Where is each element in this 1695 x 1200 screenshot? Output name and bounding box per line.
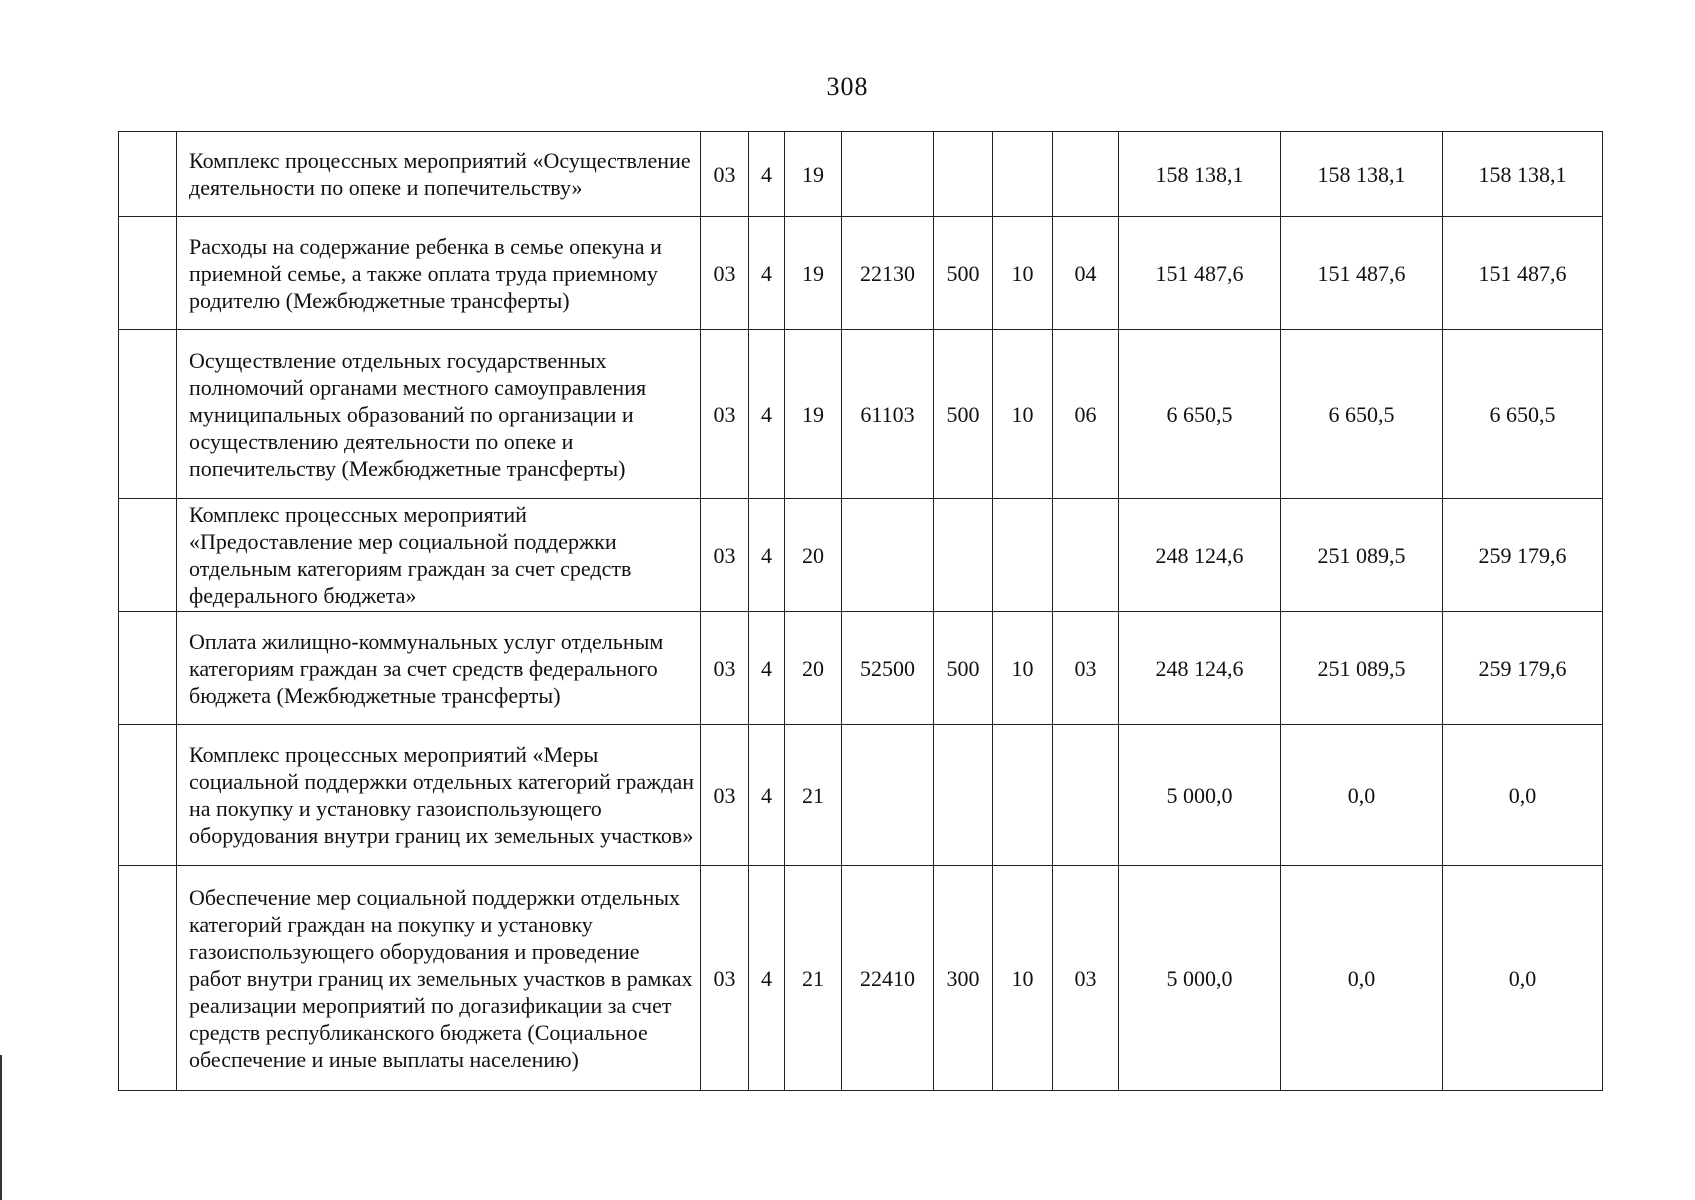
code-cell: 03 — [701, 330, 749, 499]
amount-cell: 5 000,0 — [1119, 725, 1281, 866]
code-cell: 4 — [749, 217, 785, 330]
table-row — [119, 132, 1603, 217]
code-cell: 4 — [749, 866, 785, 1091]
scan-edge-line — [0, 1055, 2, 1200]
code-cell: 10 — [993, 612, 1053, 725]
table-row — [119, 330, 1603, 499]
amount-cell: 158 138,1 — [1443, 132, 1603, 217]
code-cell: 300 — [934, 866, 993, 1091]
row-number-cell — [119, 866, 177, 1091]
code-cell: 4 — [749, 725, 785, 866]
code-cell: 61103 — [842, 330, 934, 499]
code-cell: 22130 — [842, 217, 934, 330]
amount-cell: 158 138,1 — [1281, 132, 1443, 217]
row-description: Комплекс процессных мероприятий «Меры социальной поддержки отдельных категорий граждан на покупку и установку газоиспользующего оборудования внутри границ их земельных участков» — [177, 725, 701, 866]
code-cell: 03 — [701, 612, 749, 725]
code-cell: 03 — [701, 866, 749, 1091]
code-cell — [993, 499, 1053, 612]
code-cell — [842, 132, 934, 217]
row-number-cell — [119, 132, 177, 217]
code-cell: 52500 — [842, 612, 934, 725]
code-cell: 4 — [749, 612, 785, 725]
table-row — [119, 217, 1603, 330]
amount-cell: 0,0 — [1281, 725, 1443, 866]
code-cell: 03 — [701, 132, 749, 217]
row-description: Расходы на содержание ребенка в семье опекуна и приемной семье, а также оплата труда приемному родителю (Межбюджетные трансферты) — [177, 217, 701, 330]
code-cell — [842, 725, 934, 866]
table-row — [119, 612, 1603, 725]
amount-cell: 0,0 — [1281, 866, 1443, 1091]
code-cell — [1053, 132, 1119, 217]
code-cell: 500 — [934, 330, 993, 499]
amount-cell: 151 487,6 — [1281, 217, 1443, 330]
table-row — [119, 866, 1603, 1091]
code-cell: 500 — [934, 612, 993, 725]
page-number: 308 — [826, 72, 869, 101]
code-cell — [934, 725, 993, 866]
table-row — [119, 499, 1603, 612]
code-cell: 03 — [1053, 612, 1119, 725]
row-description: Комплекс процессных мероприятий «Осуществление деятельности по опеке и попечительству» — [177, 132, 701, 217]
amount-cell: 248 124,6 — [1119, 499, 1281, 612]
code-cell: 19 — [785, 330, 842, 499]
code-cell: 19 — [785, 132, 842, 217]
amount-cell: 248 124,6 — [1119, 612, 1281, 725]
amount-cell: 251 089,5 — [1281, 499, 1443, 612]
code-cell — [1053, 725, 1119, 866]
code-cell — [993, 725, 1053, 866]
row-number-cell — [119, 217, 177, 330]
code-cell: 20 — [785, 499, 842, 612]
code-cell: 04 — [1053, 217, 1119, 330]
code-cell: 4 — [749, 499, 785, 612]
code-cell: 03 — [701, 725, 749, 866]
row-number-cell — [119, 612, 177, 725]
amount-cell: 6 650,5 — [1443, 330, 1603, 499]
code-cell — [934, 132, 993, 217]
code-cell — [993, 132, 1053, 217]
budget-table — [118, 131, 1603, 1091]
code-cell: 21 — [785, 866, 842, 1091]
code-cell: 19 — [785, 217, 842, 330]
code-cell: 06 — [1053, 330, 1119, 499]
code-cell: 22410 — [842, 866, 934, 1091]
code-cell — [842, 499, 934, 612]
code-cell: 10 — [993, 217, 1053, 330]
code-cell: 10 — [993, 330, 1053, 499]
amount-cell: 251 089,5 — [1281, 612, 1443, 725]
amount-cell: 158 138,1 — [1119, 132, 1281, 217]
amount-cell: 0,0 — [1443, 725, 1603, 866]
code-cell — [1053, 499, 1119, 612]
row-number-cell — [119, 725, 177, 866]
code-cell: 4 — [749, 132, 785, 217]
amount-cell: 6 650,5 — [1281, 330, 1443, 499]
amount-cell: 6 650,5 — [1119, 330, 1281, 499]
row-description: Оплата жилищно-коммунальных услуг отдельным категориям граждан за счет средств федерального бюджета (Межбюджетные трансферты) — [177, 612, 701, 725]
row-number-cell — [119, 330, 177, 499]
amount-cell: 259 179,6 — [1443, 499, 1603, 612]
amount-cell: 151 487,6 — [1443, 217, 1603, 330]
code-cell: 03 — [701, 499, 749, 612]
code-cell: 500 — [934, 217, 993, 330]
code-cell: 4 — [749, 330, 785, 499]
row-number-cell — [119, 499, 177, 612]
row-description: Осуществление отдельных государственных полномочий органами местного самоуправления муниципальных образований по организации и осуществлению деятельности по опеке и попечительству (Межбюджетные трансферты) — [177, 330, 701, 499]
amount-cell: 5 000,0 — [1119, 866, 1281, 1091]
amount-cell: 259 179,6 — [1443, 612, 1603, 725]
code-cell — [934, 499, 993, 612]
amount-cell: 151 487,6 — [1119, 217, 1281, 330]
code-cell: 03 — [1053, 866, 1119, 1091]
table-row — [119, 725, 1603, 866]
row-description: Обеспечение мер социальной поддержки отдельных категорий граждан на покупку и установку газоиспользующего оборудования и проведение работ внутри границ их земельных участков в рамках реализации мероприятий по догазификации за счет средств республиканского бюджета (Социальное обеспечение и иные выплаты населению) — [177, 866, 701, 1091]
code-cell: 20 — [785, 612, 842, 725]
code-cell: 10 — [993, 866, 1053, 1091]
row-description: Комплекс процессных мероприятий «Предоставление мер социальной поддержки отдельным категориям граждан за счет средств федерального бюджета» — [177, 499, 701, 612]
code-cell: 21 — [785, 725, 842, 866]
code-cell: 03 — [701, 217, 749, 330]
amount-cell: 0,0 — [1443, 866, 1603, 1091]
